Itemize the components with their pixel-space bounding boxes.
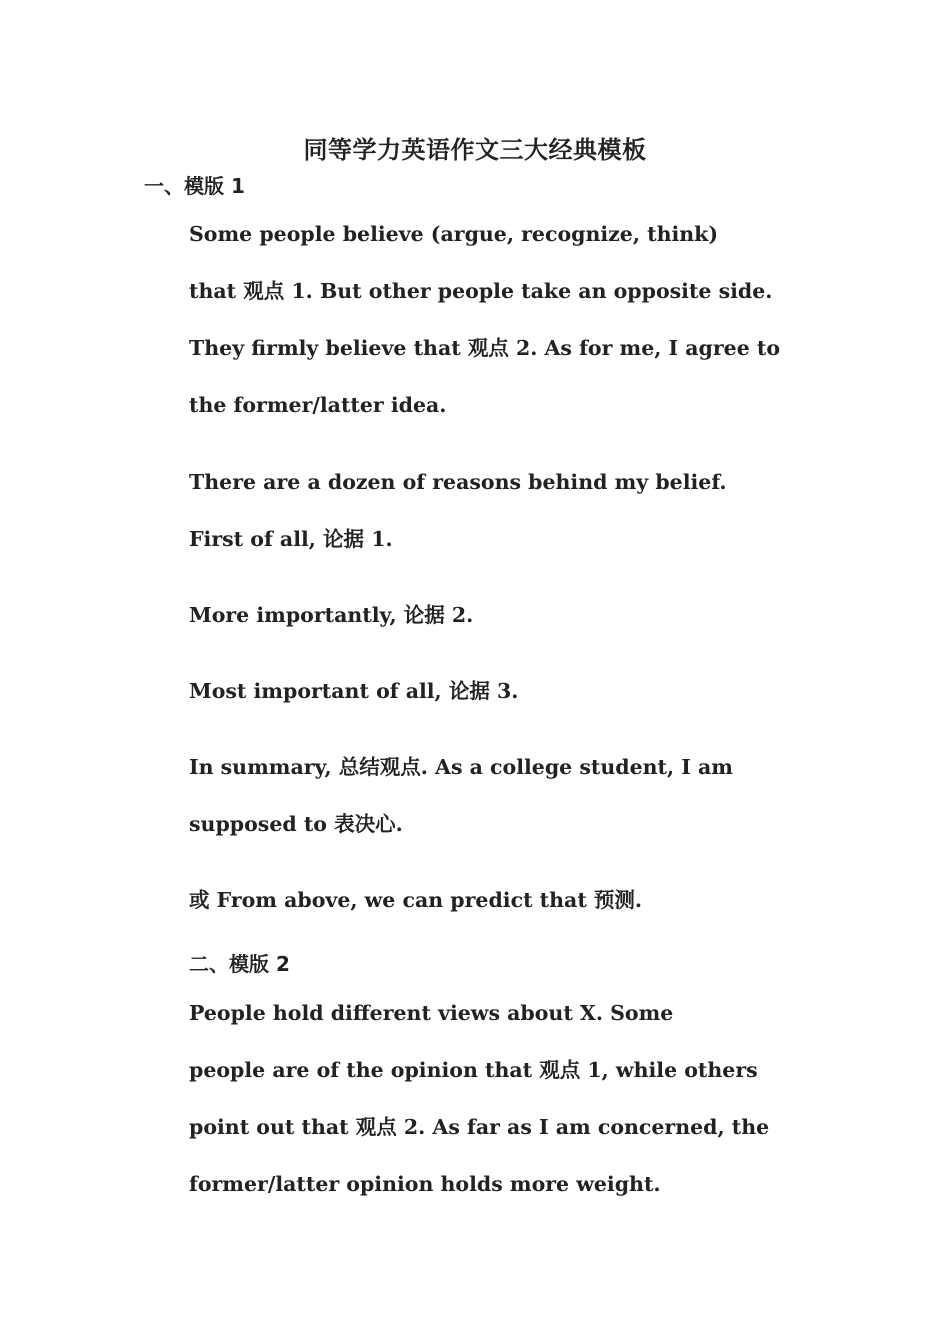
text-line: former/latter opinion holds more weight.	[189, 1172, 661, 1196]
text-line: people are of the opinion that 观点 1, while others	[189, 1058, 758, 1082]
paragraph-more-importantly	[144, 587, 804, 644]
paragraph-most-important	[144, 663, 804, 720]
paragraph-reasons	[144, 454, 804, 568]
text-line: There are a dozen of reasons behind my belief.	[189, 470, 727, 494]
paragraph-summary	[144, 739, 804, 853]
text-line: point out that 观点 2. As far as I am concerned, the	[189, 1115, 770, 1139]
text-line: supposed to 表决心.	[189, 812, 403, 836]
text-line: More importantly, 论据 2.	[189, 603, 474, 627]
text-line: the former/latter idea.	[189, 393, 447, 417]
text-line: In summary, 总结观点. As a college student, I am	[189, 755, 733, 779]
text-line: 或 From above, we can predict that 预测.	[189, 888, 643, 912]
paragraph-views	[144, 985, 804, 1213]
text-line: They firmly believe that 观点 2. As for me, I agree to	[189, 336, 781, 360]
section-heading-template-2: 二、模版 2	[189, 952, 290, 976]
paragraph-alternative	[144, 872, 804, 929]
text-line: First of all, 论据 1.	[189, 527, 393, 551]
text-line: Some people believe (argue, recognize, think)	[189, 222, 719, 246]
document-title: 同等学力英语作文三大经典模板	[303, 136, 647, 164]
paragraph-intro	[144, 206, 804, 434]
section-heading-template-1: 一、模版 1	[144, 174, 245, 198]
text-line: Most important of all, 论据 3.	[189, 679, 519, 703]
text-line: People hold different views about X. Some	[189, 1001, 674, 1025]
text-line: that 观点 1. But other people take an opposite side.	[189, 279, 773, 303]
